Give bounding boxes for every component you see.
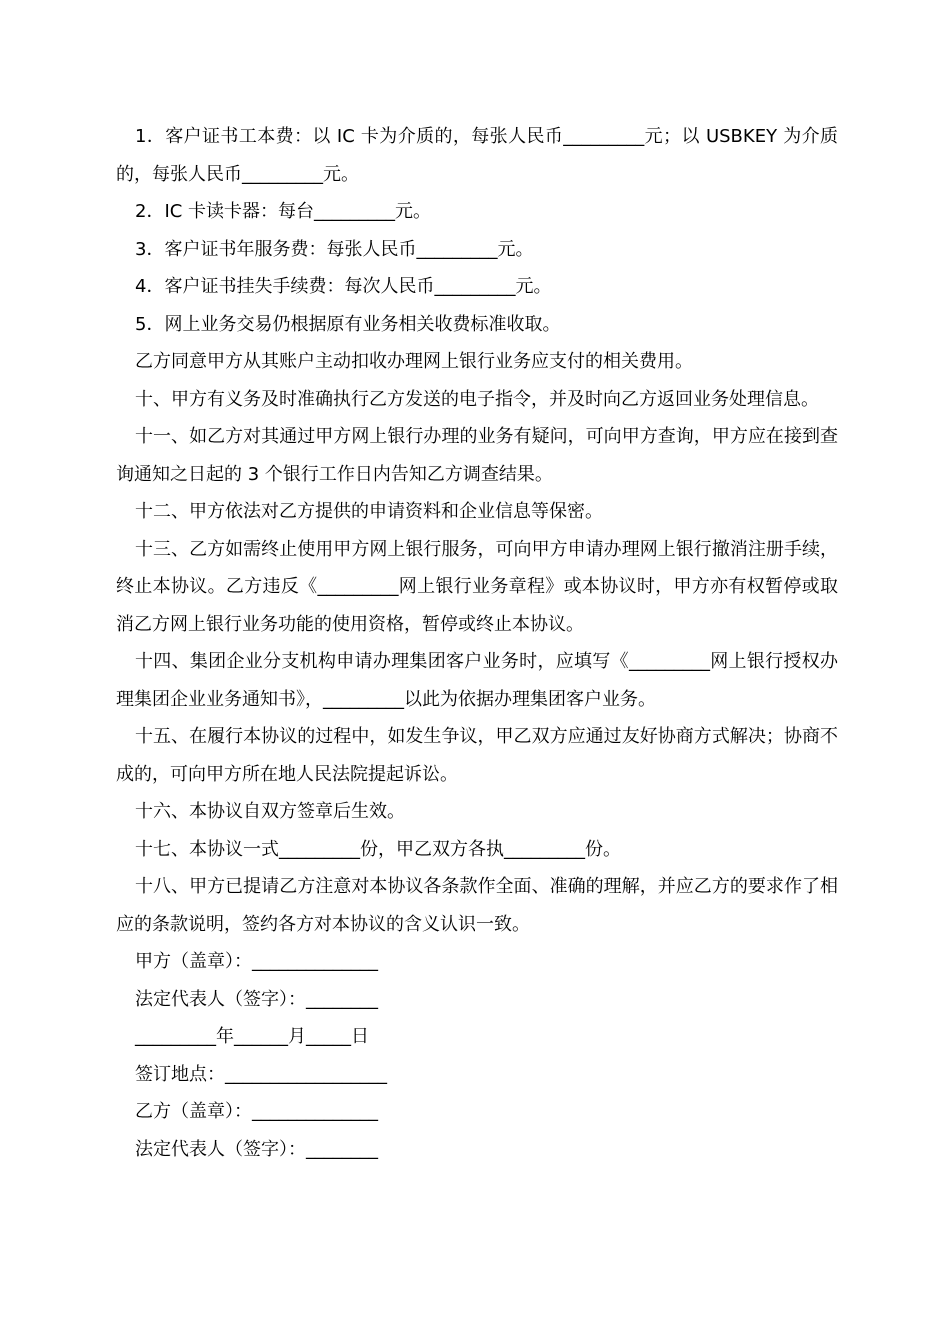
fee-item-2: 2．IC 卡读卡器：每台_________元。 xyxy=(135,201,432,222)
clause-17: 十七、本协议一式_________份，甲乙双方各执_________份。 xyxy=(135,838,621,860)
document-body xyxy=(116,118,838,1168)
party-a-representative-line: 法定代表人（签字）：________ xyxy=(135,988,378,1010)
signing-place-line: 签订地点：__________________ xyxy=(135,1063,387,1085)
clause-10: 十、甲方有义务及时准确执行乙方发送的电子指令，并及时向乙方返回业务处理信息。 xyxy=(135,388,819,410)
clause-11: 十一、如乙方对其通过甲方网上银行办理的业务有疑问，可向甲方查询，甲方应在接到查询通知之日起的 3 个银行工作日内告知乙方调查结果。 xyxy=(116,426,838,485)
party-b-representative-line: 法定代表人（签字）：________ xyxy=(135,1138,378,1160)
clause-14: 十四、集团企业分支机构申请办理集团客户业务时，应填写《_________网上银行授权办理集团企业业务通知书》，_________以此为依据办理集团客户业务。 xyxy=(116,651,838,710)
fee-consent-paragraph: 乙方同意甲方从其账户主动扣收办理网上银行业务应支付的相关费用。 xyxy=(135,351,693,372)
date-line: _________年______月_____日 xyxy=(135,1026,369,1047)
party-b-seal-line: 乙方（盖章）：______________ xyxy=(135,1101,378,1122)
clause-16: 十六、本协议自双方签章后生效。 xyxy=(135,801,405,822)
signature-block xyxy=(116,943,838,1168)
clause-18: 十八、甲方已提请乙方注意对本协议各条款作全面、准确的理解，并应乙方的要求作了相应的条款说明，签约各方对本协议的含义认识一致。 xyxy=(116,876,838,935)
fee-item-4: 4．客户证书挂失手续费：每次人民币_________元。 xyxy=(135,276,552,297)
fee-item-1: 1．客户证书工本费：以 IC 卡为介质的，每张人民币_________元；以 USBKEY 为介质的，每张人民币_________元。 xyxy=(116,126,838,185)
party-a-seal-line: 甲方（盖章）：______________ xyxy=(135,951,378,972)
clause-13: 十三、乙方如需终止使用甲方网上银行服务，可向甲方申请办理网上银行撤消注册手续，终止本协议。乙方违反《_________网上银行业务章程》或本协议时，甲方亦有权暂停或取消乙方网上银行业务功能的使用资格，暂停或终止本协议。 xyxy=(116,538,838,635)
fee-item-3: 3．客户证书年服务费：每张人民币_________元。 xyxy=(135,238,534,260)
clause-15: 十五、在履行本协议的过程中，如发生争议，甲乙双方应通过友好协商方式解决；协商不成的，可向甲方所在地人民法院提起诉讼。 xyxy=(116,726,838,785)
fee-item-5: 5．网上业务交易仍根据原有业务相关收费标准收取。 xyxy=(135,313,561,335)
clause-12: 十二、甲方依法对乙方提供的申请资料和企业信息等保密。 xyxy=(135,501,603,522)
